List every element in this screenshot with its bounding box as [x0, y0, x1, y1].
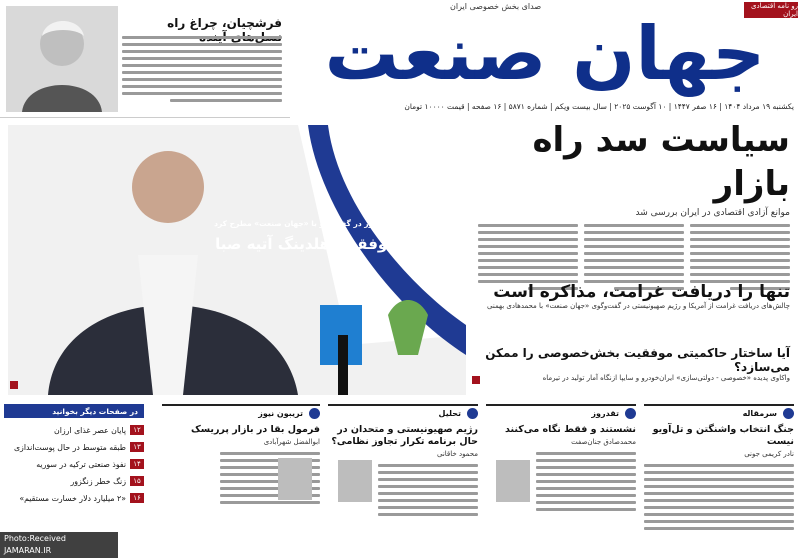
other-pages-header: در صفحات دیگر بخوانید: [4, 404, 144, 418]
section-icon: [467, 408, 478, 419]
hero-caption-small: دکتر علیرضا عظیمی پور در گفت‌وگو با «جهان صنعت» مطرح کرد: [214, 219, 454, 228]
photo-watermark: [0, 532, 118, 558]
third-story: [472, 346, 790, 382]
section-author: نادر کریمی جونی: [744, 450, 794, 458]
second-story-subtitle: چالش‌های دریافت غرامت از آمریکا و رژیم صهیونیستی در گفت‌وگوی «جهان صنعت» با محمدهادی بهمنی: [487, 302, 790, 310]
section-author: محمود خاقانی: [437, 450, 478, 458]
second-story: [472, 282, 790, 310]
section-editorial: [644, 404, 794, 558]
list-item[interactable]: [4, 493, 144, 503]
lead-story-title[interactable]: سیاست سد راه بازار: [532, 120, 790, 204]
list-item-text: نفوذ صنعتی ترکیه در سوریه: [36, 459, 126, 469]
teaser-photo: [6, 6, 118, 112]
list-item[interactable]: [4, 476, 144, 486]
page-marker: [10, 381, 18, 389]
lead-story-subtitle: موانع آزادی اقتصادی در ایران بررسی شد: [635, 208, 790, 218]
section-icon: [783, 408, 794, 419]
section-analysis: [328, 404, 478, 558]
newspaper-logo[interactable]: جهان صنعت: [324, 11, 766, 97]
page-number: ۱۲: [130, 425, 144, 435]
list-item-text: طبقه متوسط در حال پوست‌اندازی: [13, 442, 126, 452]
teaser-title[interactable]: فرشچیان، چراغ راه: [167, 16, 282, 30]
section-icon: [625, 408, 636, 419]
section-title[interactable]: جنگ انتخاب واشنگتن و تل‌آویو نیست: [652, 424, 794, 447]
page-number: ۱۴: [130, 459, 144, 469]
third-story-subtitle: واکاوی پدیده «خصوصی - دولتی‌سازی» ایران‌خودرو و سایپا ازنگاه آمار تولید در تیرماه: [542, 374, 790, 382]
hero-image: [8, 125, 466, 395]
section-label: سرمقاله: [742, 408, 777, 418]
section-label: تقدروز: [591, 408, 619, 418]
section-author: ابوالفضل شهرآبادی: [263, 438, 320, 446]
teaser-box: [0, 0, 290, 118]
author-photo: [278, 458, 312, 500]
page-number: ۱۳: [130, 442, 144, 452]
page-number: ۱۶: [130, 493, 144, 503]
list-item[interactable]: [4, 459, 144, 469]
section-today: [486, 404, 636, 558]
page-marker: [472, 376, 480, 384]
section-title[interactable]: نشستند و فقط نگاه می‌کنند: [504, 424, 636, 435]
hero-photo[interactable]: [8, 125, 466, 395]
section-label: تریبون نیوز: [258, 408, 303, 418]
masthead: [290, 0, 800, 118]
teaser-text: [122, 36, 282, 106]
portrait-image: [6, 6, 118, 112]
author-photo: [496, 460, 530, 502]
second-story-title[interactable]: تنها را دریافت غرامت، مذاکره است: [493, 282, 790, 302]
hero-caption-title[interactable]: داستان موفقیت هلدینگ آتیه صبا: [215, 235, 454, 253]
page-number: ۱۵: [130, 476, 144, 486]
section-title[interactable]: رژیم صهیونیستی و متحدان در حال برنامه تکرار تجاوز نظامی؟: [331, 424, 478, 447]
section-tribune: [162, 404, 320, 558]
watermark-line1: Photo:Received: [4, 534, 66, 543]
section-icon: [309, 408, 320, 419]
list-item-text: زنگ خطر زنگزور: [70, 476, 126, 486]
masthead-subtitle: صدای بخش خصوصی ایران: [450, 2, 542, 11]
list-item[interactable]: [4, 442, 144, 452]
list-item[interactable]: [4, 425, 144, 435]
third-story-title[interactable]: آیا ساختار حاکمیتی موفقیت بخش‌خصوصی را ممکن می‌سازد؟: [485, 346, 790, 374]
list-item-text: پایان عصر غذای ارزان: [54, 425, 126, 435]
dateline: یکشنبه ۱۹ مرداد ۱۴۰۴ | ۱۶ صفر ۱۴۴۷ | ۱۰ آگوست ۲۰۲۵ | سال بیست ویکم | شماره ۵۸۷۱ | ۱۶ صفحه | قیمت ۱۰۰۰۰ تومان: [404, 102, 794, 111]
section-label: تحلیل: [438, 408, 461, 418]
author-photo: [338, 460, 372, 502]
section-author: محمدصادق جنان‌صفت: [571, 438, 636, 446]
list-item-text: «۲ میلیارد دلار خسارت مستقیم»: [19, 493, 126, 503]
watermark-line2: JAMARAN.IR: [4, 546, 52, 555]
ribbon: رو نامه اقتصادی ایران: [744, 2, 798, 18]
section-title[interactable]: فرمول بقا در بازار پرریسک: [191, 424, 320, 435]
